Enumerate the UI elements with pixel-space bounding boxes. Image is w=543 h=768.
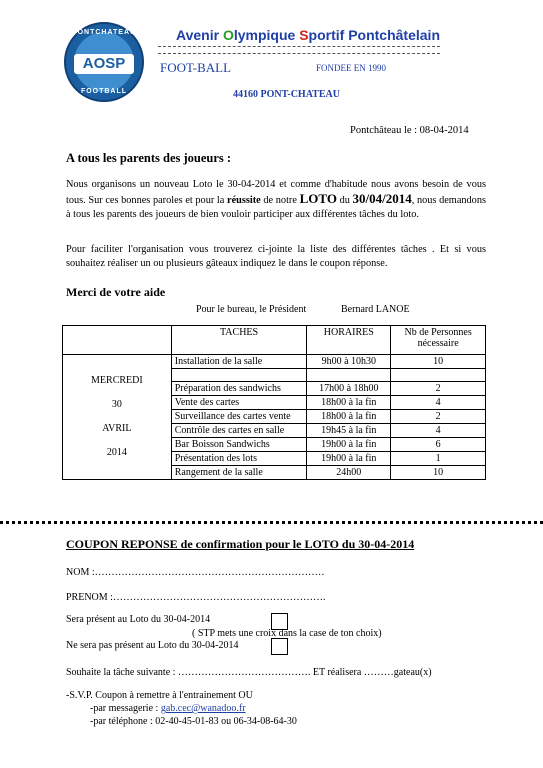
paragraph-2: Pour faciliter l'organisation vous trouverez ci-jointe la liste des différentes tâches . Et si vous souhaitez réaliser un ou plusieurs gâteaux indiquez le dans le coupon réponse. <box>66 244 486 269</box>
table-row: Rangement de la salle 24h00 10 <box>63 466 486 480</box>
signature-name: Bernard LANOE <box>341 304 410 315</box>
thanks-heading: Merci de votre aide <box>66 285 166 299</box>
tasks-table <box>62 325 486 480</box>
header-nb-personnes: Nb de Personnes nécessaire <box>391 326 486 355</box>
email-link[interactable]: gab.cec@wanadoo.fr <box>160 703 246 714</box>
club-logo <box>64 22 144 102</box>
club-name: Avenir Olympique Sportif Pontchâtelain <box>176 27 440 43</box>
email-line: -par messagerie : gab.cec@wanadoo.fr <box>90 703 246 714</box>
table-row: Présentation des lots 19h00 à la fin 1 <box>63 452 486 466</box>
logo-top-text: PONTCHATEAU <box>71 29 137 36</box>
table-row: Préparation des sandwichs 17h00 à 18h00 2 <box>63 382 486 396</box>
logo-bottom-text: FOOTBALL <box>80 88 128 95</box>
nom-field[interactable]: NOM :…………………………………………………………… <box>66 567 325 578</box>
club-city: 44160 PONT-CHATEAU <box>233 89 340 100</box>
header-horaires: HORAIRES <box>307 326 391 355</box>
table-row: Bar Boisson Sandwichs 19h00 à la fin 6 <box>63 438 486 452</box>
day-cell: MERCREDI 30 AVRIL 2014 <box>63 355 172 480</box>
signature-role: Pour le bureau, le Président <box>196 304 307 315</box>
founded-text: FONDEE EN 1990 <box>316 63 386 73</box>
header-rule <box>158 46 440 54</box>
checkbox-note: ( STP mets une croix dans la case de ton choix) <box>192 628 382 639</box>
coupon-title: COUPON REPONSE de confirmation pour le LOTO du 30-04-2014 <box>66 537 415 551</box>
header-taches: TACHES <box>171 326 307 355</box>
cut-line <box>0 521 543 524</box>
svp-text: -S.V.P. Coupon à remettre à l'entrainement OU <box>66 690 253 701</box>
prenom-field[interactable]: PRENOM :………………………………………………………. <box>66 592 326 603</box>
section-name: FOOT-BALL <box>160 60 232 75</box>
table-header-row <box>63 326 486 355</box>
letter-heading: A tous les parents des joueurs : <box>66 151 232 165</box>
paragraph-1: Nous organisons un nouveau Loto le 30-04-2014 et comme d'habitude nous avons besoin de vous tous. Sur ces bonnes paroles et pour la réussite de notre LOTO du 30/04/2014, nous demandons à tous les parents des joueurs de bien vouloir participer aux différentes tâches du loto. <box>66 179 486 220</box>
logo-initials: AOSP <box>74 54 134 74</box>
absent-checkbox[interactable] <box>271 638 288 655</box>
table-row: Vente des cartes 18h00 à la fin 4 <box>63 396 486 410</box>
table-row: Surveillance des cartes vente 18h00 à la fin 2 <box>63 410 486 424</box>
letter-date: Pontchâteau le : 08-04-2014 <box>350 125 469 136</box>
absent-label: Ne sera pas présent au Loto du 30-04-2014 <box>66 640 239 651</box>
task-choice-field[interactable]: Souhaite la tâche suivante : …………………………………. ET réalisera ………gateau(x) <box>66 667 432 678</box>
phone-line: -par téléphone : 02-40-45-01-83 ou 06-34-08-64-30 <box>90 716 297 727</box>
table-row: Contrôle des cartes en salle 19h45 à la fin 4 <box>63 424 486 438</box>
table-row: MERCREDI 30 AVRIL 2014 Installation de la salle 9h00 à 10h30 10 <box>63 355 486 369</box>
present-label: Sera présent au Loto du 30-04-2014 <box>66 614 211 625</box>
